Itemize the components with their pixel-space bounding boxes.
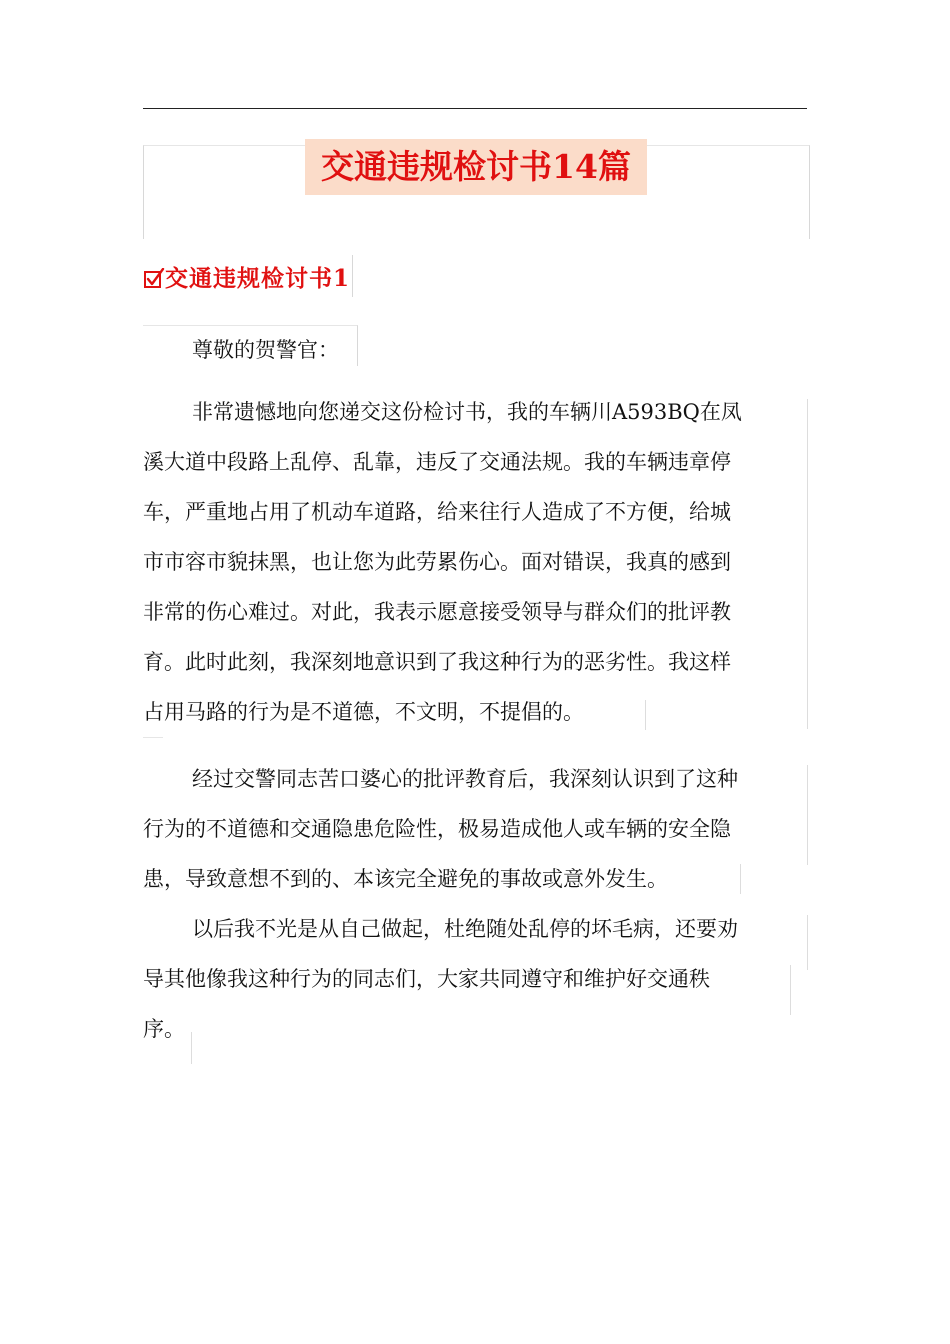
paragraph-line: 非常遗憾地向您递交这份检讨书，我的车辆川A593BQ在凤 (192, 400, 742, 424)
paragraph-line: 序。 (143, 1017, 185, 1041)
section-heading-text: 交通违规检讨书1 (165, 264, 351, 292)
document-title: 交通违规检讨书14篇 (321, 147, 631, 186)
paragraph-line: 行为的不道德和交通隐患危险性，极易造成他人或车辆的安全隐 (143, 817, 731, 841)
paragraph-3 (143, 904, 813, 1054)
frame-edge (645, 700, 646, 730)
paragraph-line: 患，导致意想不到的、本该完全避免的事故或意外发生。 (143, 867, 668, 891)
paragraph-line: 车，严重地占用了机动车道路，给来往行人造成了不方便，给城 (143, 500, 731, 524)
section-heading (143, 255, 353, 297)
paragraph-line: 经过交警同志苦口婆心的批评教育后，我深刻认识到了这种 (192, 767, 738, 791)
paragraph-2 (143, 754, 813, 904)
frame-edge (740, 864, 741, 894)
checkbox-checked-icon (143, 268, 165, 290)
paragraph-line: 占用马路的行为是不道德，不文明，不提倡的。 (143, 700, 584, 724)
frame-edge (807, 399, 808, 729)
frame-edge (790, 965, 791, 1015)
frame-edge (807, 765, 808, 865)
paragraph-line: 溪大道中段路上乱停、乱靠，违反了交通法规。我的车辆违章停 (143, 450, 731, 474)
top-rule (143, 108, 807, 109)
frame-edge (807, 915, 808, 970)
paragraph-line: 市市容市貌抹黑，也让您为此劳累伤心。面对错误，我真的感到 (143, 550, 731, 574)
paragraph-1 (143, 387, 813, 737)
paragraph-line: 非常的伤心难过。对此，我表示愿意接受领导与群众们的批评教 (143, 600, 731, 624)
paragraph-line: 育。此时此刻，我深刻地意识到了我这种行为的恶劣性。我这样 (143, 650, 731, 674)
frame-tick (143, 737, 163, 738)
paragraph-line: 以后我不光是从自己做起，杜绝随处乱停的坏毛病，还要劝 (192, 917, 738, 941)
salutation: 尊敬的贺警官： (192, 338, 339, 362)
frame-tick (143, 887, 163, 888)
paragraph-line: 导其他像我这种行为的同志们，大家共同遵守和维护好交通秩 (143, 967, 710, 991)
salutation-box (143, 325, 358, 366)
frame-edge (191, 1032, 192, 1064)
